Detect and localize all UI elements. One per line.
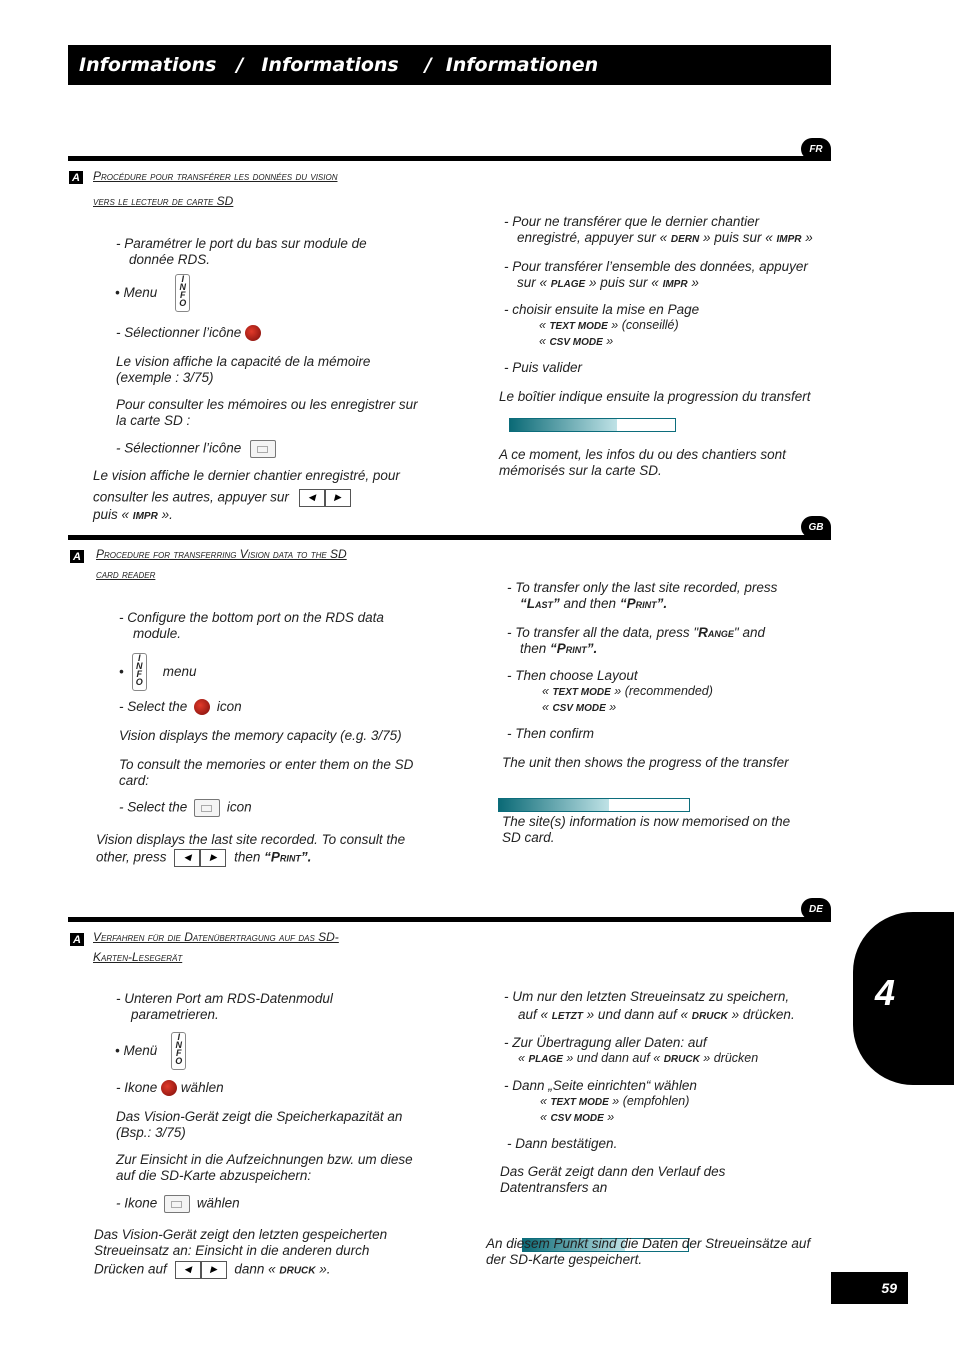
- step-transfer-last: - To transfer only the last site recorded, press “Last” and then “Print”.: [507, 580, 778, 611]
- arrow-left-icon: ◀: [299, 489, 325, 507]
- section-title-fr: [93, 164, 337, 214]
- info-icon: I N F O: [132, 653, 147, 691]
- step-layout: - choisir ensuite la mise en Page « TEXT MODE » (conseillé) « CSV MODE »: [504, 302, 700, 348]
- sd-card-icon: [164, 1195, 190, 1213]
- consult-text: To consult the memories or enter them on the SD card:: [119, 757, 414, 788]
- step-transfer-all: - To transfer all the data, press "Range" and then “Print”.: [507, 625, 765, 656]
- header-title-gb: Informations: [261, 54, 399, 76]
- step-select-icon: - Sélectionner l’icône: [116, 325, 261, 341]
- progress-fill: [510, 419, 617, 431]
- title-line: Procédure pour transférer les données du vision: [93, 169, 338, 183]
- step-layout: - Dann „Seite einrichten“ wählen « TEXT MODE » (empfohlen) « CSV MODE »: [504, 1078, 697, 1124]
- consult-text: Zur Einsicht in die Aufzeichnungen bzw. um diese auf die SD-Karte abzuspeichern:: [116, 1152, 413, 1183]
- step-configure: - Configure the bottom port on the RDS data module.: [119, 610, 384, 641]
- progress-fill: [499, 799, 609, 811]
- lang-badge-de: DE: [801, 898, 831, 920]
- step-configure: - Paramétrer le port du bas sur module de donnée RDS.: [116, 236, 367, 267]
- progress-bar: [509, 418, 676, 432]
- memorised-text: The site(s) information is now memorised on the SD card.: [502, 814, 791, 845]
- section-title-gb: Procedure for transferring Vision data to the SD card reader: [96, 547, 347, 581]
- step-select-card: - Ikone wählen: [116, 1195, 240, 1213]
- header-separator: /: [424, 54, 432, 76]
- section-rule-fr: [68, 156, 831, 161]
- step-select-card: - Sélectionner l’icône: [116, 440, 276, 458]
- arrow-left-icon: ◀: [175, 1261, 201, 1279]
- chapter-number: 4: [875, 972, 896, 1013]
- step-select-icon: - Ikone wählen: [116, 1080, 224, 1095]
- step-confirm: - Dann bestätigen.: [507, 1136, 618, 1151]
- progress-text: The unit then shows the progress of the transfer: [502, 755, 789, 770]
- last-site-text: Le vision affiche le dernier chantier enregistré, pour consulter les autres, appuyer sur ◀ ▶ puis « IMPR ».: [93, 468, 400, 522]
- arrow-right-icon: ▶: [200, 849, 226, 867]
- step-transfer-last: - Um nur den letzten Streueinsatz zu speichern, auf « LETZT » und dann auf « DRUCK » drücken.: [504, 989, 795, 1022]
- section-rule-de: [68, 917, 831, 922]
- step-menu: • Menu I N F O: [115, 274, 190, 312]
- title-line: vers le lecteur de carte SD: [93, 194, 234, 208]
- sd-card-icon: [194, 799, 220, 817]
- memory-red-icon: [245, 325, 261, 341]
- step-menu: • I N F O menu: [119, 653, 197, 691]
- step-confirm: - Then confirm: [507, 726, 595, 741]
- progress-text: Das Gerät zeigt dann den Verlauf des Datentransfers an: [500, 1164, 726, 1195]
- page-number: 59: [831, 1272, 908, 1304]
- step-transfer-all: - Zur Übertragung aller Daten: auf « PLAGE » und dann auf « DRUCK » drücken: [504, 1035, 759, 1065]
- page-header: [68, 45, 831, 85]
- memorised-text: A ce moment, les infos du ou des chantiers sont mémorisés sur la carte SD.: [499, 447, 786, 478]
- header-separator: /: [236, 54, 244, 76]
- arrow-keys: [175, 1261, 227, 1279]
- section-title-de: Verfahren für die Datenübertragung auf das SD- Karten-Lesegerät: [93, 930, 339, 964]
- consult-text: Pour consulter les mémoires ou les enregistrer sur la carte SD :: [116, 397, 418, 428]
- capacity-text: Vision displays the memory capacity (e.g. 3/75): [119, 728, 402, 743]
- step-menu: • Menü I N F O: [115, 1032, 186, 1070]
- lang-badge-gb: GB: [801, 516, 831, 538]
- capacity-text: Das Vision-Gerät zeigt die Speicherkapazität an (Bsp.: 3/75): [116, 1109, 403, 1140]
- arrow-left-icon: ◀: [174, 849, 200, 867]
- progress-text: Le boîtier indique ensuite la progression du transfert: [499, 389, 811, 404]
- step-validate: - Puis valider: [504, 360, 583, 375]
- section-letter-gb: A: [70, 550, 84, 563]
- step-configure: - Unteren Port am RDS-Datenmodul parametrieren.: [116, 991, 333, 1022]
- step-transfer-all: - Pour transférer l’ensemble des données, appuyer sur « PLAGE » puis sur « IMPR »: [504, 259, 808, 290]
- header-title-de: Informationen: [445, 54, 599, 76]
- memory-red-icon: [161, 1080, 177, 1096]
- lang-badge-fr: FR: [801, 138, 831, 160]
- info-icon: I N F O: [171, 1032, 186, 1070]
- progress-bar: [498, 798, 690, 812]
- arrow-right-icon: ▶: [325, 489, 351, 507]
- arrow-keys: [299, 489, 351, 507]
- section-rule-gb: [68, 535, 831, 540]
- memory-red-icon: [194, 699, 210, 715]
- arrow-keys: [174, 849, 226, 867]
- memorised-text: An diesem Punkt sind die Daten der Streueinsätze auf der SD-Karte gespeichert.: [486, 1236, 811, 1267]
- arrow-right-icon: ▶: [201, 1261, 227, 1279]
- last-site-text: Das Vision-Gerät zeigt den letzten gespeicherten Streueinsatz an: Einsicht in die anderen durch Drücken auf ◀ ▶ dann « DRUCK ».: [94, 1227, 387, 1279]
- step-transfer-last: - Pour ne transférer que le dernier chantier enregistré, appuyer sur « DERN » puis sur « IMPR »: [504, 214, 813, 245]
- info-icon: I N F O: [175, 274, 190, 312]
- last-site-text: Vision displays the last site recorded. To consult the other, press ◀ ▶ then “Print”.: [96, 832, 405, 867]
- header-title-fr: Informations: [79, 54, 217, 76]
- step-select-icon: - Select the icon: [119, 699, 242, 714]
- chapter-tab: [853, 912, 954, 1085]
- step-layout: - Then choose Layout « TEXT MODE » (recommended) « CSV MODE »: [507, 668, 713, 714]
- section-letter-fr: A: [69, 171, 83, 184]
- section-letter-de: A: [70, 933, 84, 946]
- sd-card-icon: [250, 440, 276, 458]
- step-select-card: - Select the icon: [119, 799, 252, 817]
- capacity-text: Le vision affiche la capacité de la mémoire (exemple : 3/75): [116, 354, 371, 385]
